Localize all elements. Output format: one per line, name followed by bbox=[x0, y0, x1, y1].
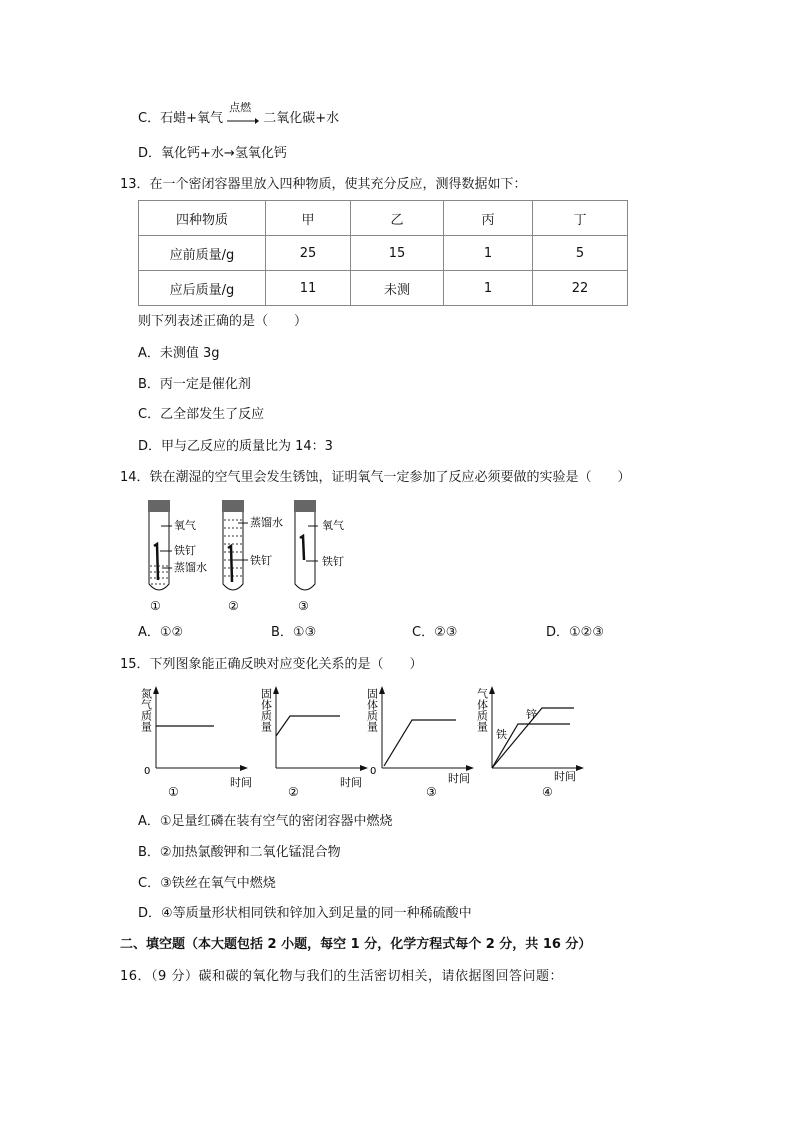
tube1-label-nail: 铁钉 bbox=[174, 544, 196, 557]
table-cell: 应前质量/g bbox=[139, 236, 266, 271]
table-cell: 应后质量/g bbox=[139, 271, 266, 306]
table-header-row bbox=[139, 201, 628, 236]
question-15-stem: 15．下列图象能正确反映对应变化关系的是（ ） bbox=[120, 657, 423, 672]
table-cell: 乙 bbox=[351, 201, 444, 236]
graph-number: ④ bbox=[542, 785, 553, 799]
table-cell: 25 bbox=[266, 236, 351, 271]
option-d-14: D．①②③ bbox=[546, 625, 604, 640]
y-axis-label: 气体质量 bbox=[475, 688, 489, 732]
x-axis-label: 时间 bbox=[448, 772, 470, 785]
tube1-label-water: 蒸馏水 bbox=[174, 561, 207, 574]
origin-label: 0 bbox=[370, 766, 377, 777]
section-2-heading: 二、填空题（本大题包括 2 小题，每空 1 分，化学方程式每个 2 分，共 16 分） bbox=[120, 937, 592, 952]
reaction-arrow: 点燃 bbox=[227, 112, 259, 126]
tube1-label-oxygen: 氧气 bbox=[174, 519, 196, 532]
test-tube-2 bbox=[222, 500, 248, 590]
option-c-15: C．③铁丝在氧气中燃烧 bbox=[138, 876, 276, 891]
x-axis-label: 时间 bbox=[554, 770, 576, 783]
option-b-14: B．①③ bbox=[271, 625, 317, 640]
graph-number: ③ bbox=[426, 785, 437, 799]
option-a-13: A．未测值 3g bbox=[138, 346, 220, 361]
test-tubes-figure bbox=[138, 498, 378, 618]
tube3-label-nail: 铁钉 bbox=[322, 555, 344, 568]
tube1-number: ① bbox=[150, 599, 161, 613]
table-cell: 22 bbox=[533, 271, 628, 306]
y-axis-label: 固体质量 bbox=[365, 688, 379, 732]
graph-2 bbox=[258, 686, 368, 801]
origin-label: 0 bbox=[144, 766, 151, 777]
option-a-14: A．①② bbox=[138, 625, 184, 640]
tube2-label-water: 蒸馏水 bbox=[250, 516, 283, 529]
series-label-iron: 铁 bbox=[496, 728, 507, 741]
tube2-number: ② bbox=[228, 599, 239, 613]
option-c-12: C．石蜡+氧气 点燃 二氧化碳+水 bbox=[138, 100, 340, 126]
series-label-zinc: 锌 bbox=[526, 708, 537, 721]
option-c-14: C．②③ bbox=[412, 625, 458, 640]
test-tube-1 bbox=[148, 500, 172, 590]
table-cell: 15 bbox=[351, 236, 444, 271]
tube3-number: ③ bbox=[298, 599, 309, 613]
option-d-13: D．甲与乙反应的质量比为 14：3 bbox=[138, 439, 333, 454]
table-cell: 5 bbox=[533, 236, 628, 271]
tube2-label-nail: 铁钉 bbox=[250, 554, 272, 567]
table-cell: 丁 bbox=[533, 201, 628, 236]
table-cell: 1 bbox=[444, 271, 533, 306]
table-cell: 丙 bbox=[444, 201, 533, 236]
option-d-12: D．氧化钙+水→氢氧化钙 bbox=[138, 146, 287, 161]
test-tube-3 bbox=[294, 500, 318, 590]
graph-1 bbox=[138, 686, 252, 801]
data-table bbox=[138, 200, 628, 306]
question-14-stem: 14．铁在潮湿的空气里会发生锈蚀，证明氧气一定参加了反应必须要做的实验是（ ） bbox=[120, 470, 631, 485]
arrow: → bbox=[223, 146, 235, 161]
y-axis-label: 氮气质量 bbox=[139, 688, 153, 732]
option-a-15: A．①足量红磷在装有空气的密闭容器中燃烧 bbox=[138, 814, 393, 829]
graph-4 bbox=[474, 686, 586, 801]
option-d-15: D．④等质量形状相同铁和锌加入到足量的同一种稀硫酸中 bbox=[138, 906, 472, 921]
graph-number: ② bbox=[288, 785, 299, 799]
question-16-stem: 16．（9 分）碳和碳的氧化物与我们的生活密切相关，请依据图回答问题： bbox=[120, 969, 563, 984]
graph-3 bbox=[364, 686, 474, 801]
table-cell: 甲 bbox=[266, 201, 351, 236]
table-row bbox=[139, 236, 628, 271]
option-c-13: C．乙全部发生了反应 bbox=[138, 407, 265, 422]
tube3-label-oxygen: 氧气 bbox=[322, 519, 344, 532]
table-cell: 11 bbox=[266, 271, 351, 306]
table-cell: 四种物质 bbox=[139, 201, 266, 236]
option-b-13: B．丙一定是催化剂 bbox=[138, 377, 251, 392]
table-cell: 未测 bbox=[351, 271, 444, 306]
graph-number: ① bbox=[168, 785, 179, 799]
table-row bbox=[139, 271, 628, 306]
question-13-stem: 13．在一个密闭容器里放入四种物质，使其充分反应，测得数据如下： bbox=[120, 177, 527, 192]
x-axis-label: 时间 bbox=[340, 776, 362, 789]
option-b-15: B．②加热氯酸钾和二氧化锰混合物 bbox=[138, 845, 341, 860]
x-axis-label: 时间 bbox=[230, 776, 252, 789]
y-axis-label: 固体质量 bbox=[259, 688, 273, 732]
question-13-prompt: 则下列表述正确的是（ ） bbox=[138, 314, 308, 329]
table-cell: 1 bbox=[444, 236, 533, 271]
